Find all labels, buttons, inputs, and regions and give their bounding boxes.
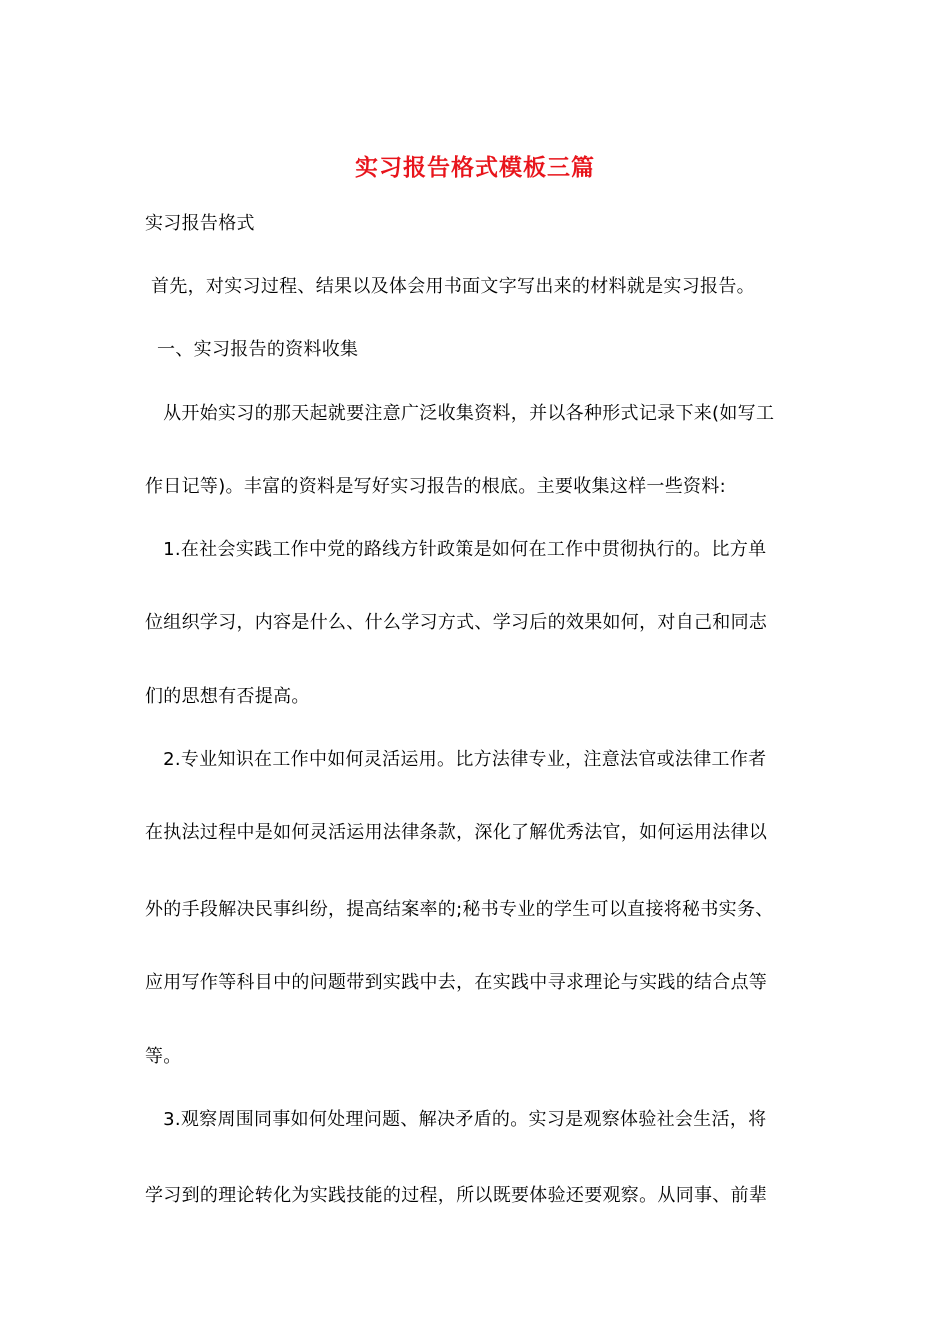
list-item-line: 在执法过程中是如何灵活运用法律条款，深化了解优秀法官，如何运用法律以 [145, 822, 768, 843]
list-item-line: 外的手段解决民事纠纷，提高结案率的;秘书专业的学生可以直接将秘书实务、 [145, 899, 774, 920]
list-item-line: 2.专业知识在工作中如何灵活运用。比方法律专业，注意法官或法律工作者 [145, 749, 767, 770]
paragraph-line: 首先，对实习过程、结果以及体会用书面文字写出来的材料就是实习报告。 [145, 276, 755, 297]
section-heading: 实习报告格式 [145, 213, 255, 234]
list-item-line: 应用写作等科目中的问题带到实践中去，在实践中寻求理论与实践的结合点等 [145, 972, 768, 993]
document-title: 实习报告格式模板三篇 [355, 154, 595, 181]
paragraph-line: 从开始实习的那天起就要注意广泛收集资料，并以各种形式记录下来(如写工 [145, 403, 775, 424]
list-item-line: 位组织学习，内容是什么、什么学习方式、学习后的效果如何，对自己和同志 [145, 612, 768, 633]
section-heading: 一、实习报告的资料收集 [145, 339, 359, 360]
paragraph-line: 作日记等)。丰富的资料是写好实习报告的根底。主要收集这样一些资料: [145, 476, 726, 497]
list-item-line: 1.在社会实践工作中党的路线方针政策是如何在工作中贯彻执行的。比方单 [145, 539, 767, 560]
list-item-line: 们的思想有否提高。 [145, 686, 310, 707]
list-item-line: 3.观察周围同事如何处理问题、解决矛盾的。实习是观察体验社会生活，将 [145, 1109, 767, 1130]
list-item-line: 学习到的理论转化为实践技能的过程，所以既要体验还要观察。从同事、前辈 [145, 1185, 768, 1206]
list-item-line: 等。 [145, 1046, 182, 1067]
